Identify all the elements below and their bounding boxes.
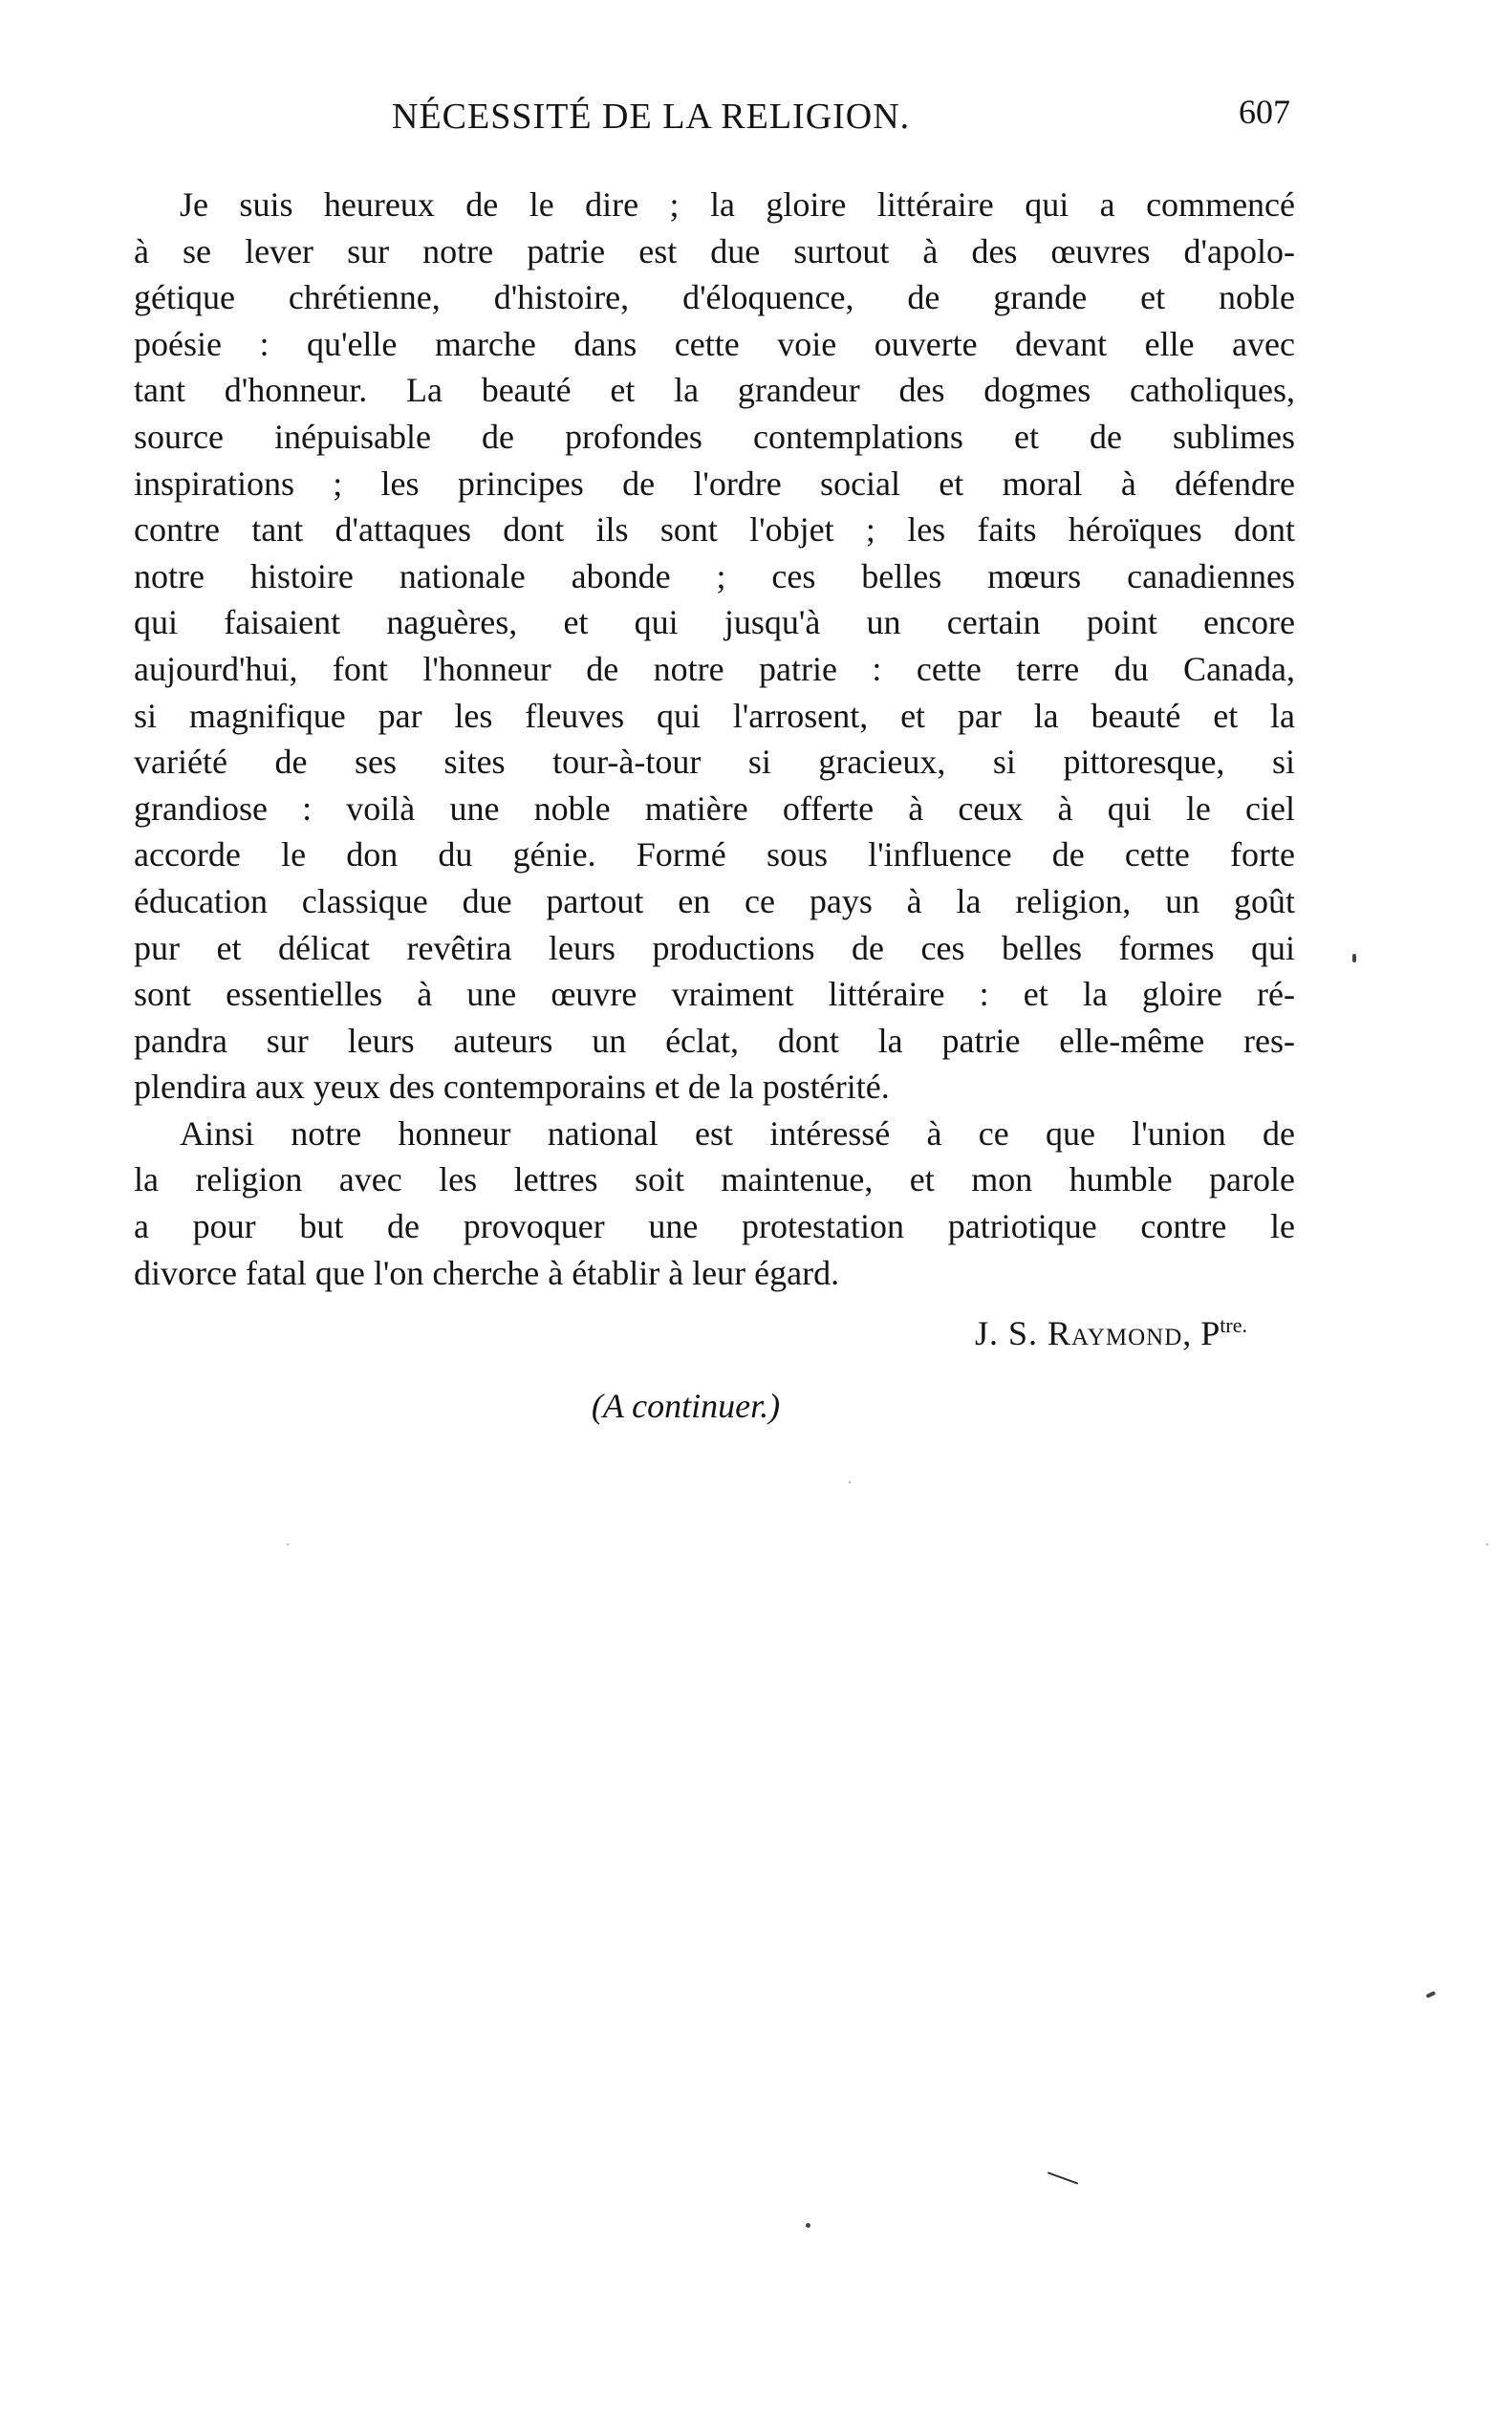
scan-speck [287,1544,289,1545]
text-line: inspirations ; les principes de l'ordre social et moral à défendre [134,464,1295,503]
author-title [1200,1314,1247,1352]
text-line: Je suis heureux de le dire ; la gloire littéraire qui a commencé [180,185,1295,224]
scan-speck [1048,2171,1079,2185]
scan-speck [1426,1991,1436,1998]
continuation-note: (A continuer.) [591,1387,781,1426]
text-line: aujourd'hui, font l'honneur de notre patrie : cette terre du Canada, [134,649,1295,688]
text-line: a pour but de provoquer une protestation patriotique contre le [134,1207,1295,1246]
text-line: poésie : qu'elle marche dans cette voie ouverte devant elle avec [134,324,1295,363]
text-line: variété de ses sites tour-à-tour si gracieux, si pittoresque, si [134,743,1295,782]
text-line: qui faisaient naguères, et qui jusqu'à un certain point encore [134,603,1295,642]
text-line: accorde le don du génie. Formé sous l'influence de cette forte [134,835,1295,874]
scan-speck [806,2223,810,2228]
scan-speck [849,1481,851,1483]
scan-speck [1486,1544,1488,1545]
text-line: éducation classique due partout en ce pays à la religion, un goût [134,881,1295,920]
text-line: la religion avec les lettres soit maintenue, et mon humble parole [134,1160,1295,1199]
author-title-letter: P [1200,1314,1220,1353]
text-line: source inépuisable de profondes contemplations et de sublimes [134,417,1295,456]
text-line: divorce fatal que l'on cherche à établir à leur égard. [134,1253,840,1292]
scan-speck [1352,954,1356,962]
text-line: Ainsi notre honneur national est intéressé à ce que l'union de [180,1113,1295,1153]
running-head: NÉCESSITÉ DE LA RELIGION. [392,97,911,137]
text-line: sont essentielles à une œuvre vraiment littéraire : et la gloire ré- [134,975,1295,1014]
text-line: notre histoire nationale abonde ; ces belles mœurs canadiennes [134,556,1295,595]
body-text [134,182,1295,1426]
text-line: pandra sur leurs auteurs un éclat, dont la patrie elle-même res- [134,1021,1295,1060]
page-header [134,93,1290,153]
text-line: plendira aux yeux des contemporains et de la postérité. [134,1068,890,1107]
author-title-superscript: tre. [1220,1313,1247,1338]
paragraph-2 [134,1111,1295,1296]
text-line: si magnifique par les fleuves qui l'arrosent, et par la beauté et la [134,696,1295,735]
author-name: J. S. Raymond, [975,1314,1193,1353]
text-line: gétique chrétienne, d'histoire, d'éloquence, de grande et noble [134,278,1295,317]
paragraph-1 [134,182,1295,1111]
text-line: à se lever sur notre patrie est due surtout à des œuvres d'apolo- [134,231,1295,270]
page-number: 607 [1239,93,1290,131]
text-line: tant d'honneur. La beauté et la grandeur des dogmes catholiques, [134,371,1295,410]
text-line: grandiose : voilà une noble matière offerte à ceux à qui le ciel [134,788,1295,828]
text-line: contre tant d'attaques dont ils sont l'objet ; les faits héroïques dont [134,510,1295,550]
text-line: pur et délicat revêtira leurs productions de ces belles formes qui [134,928,1295,967]
author-signature [134,1302,1295,1353]
